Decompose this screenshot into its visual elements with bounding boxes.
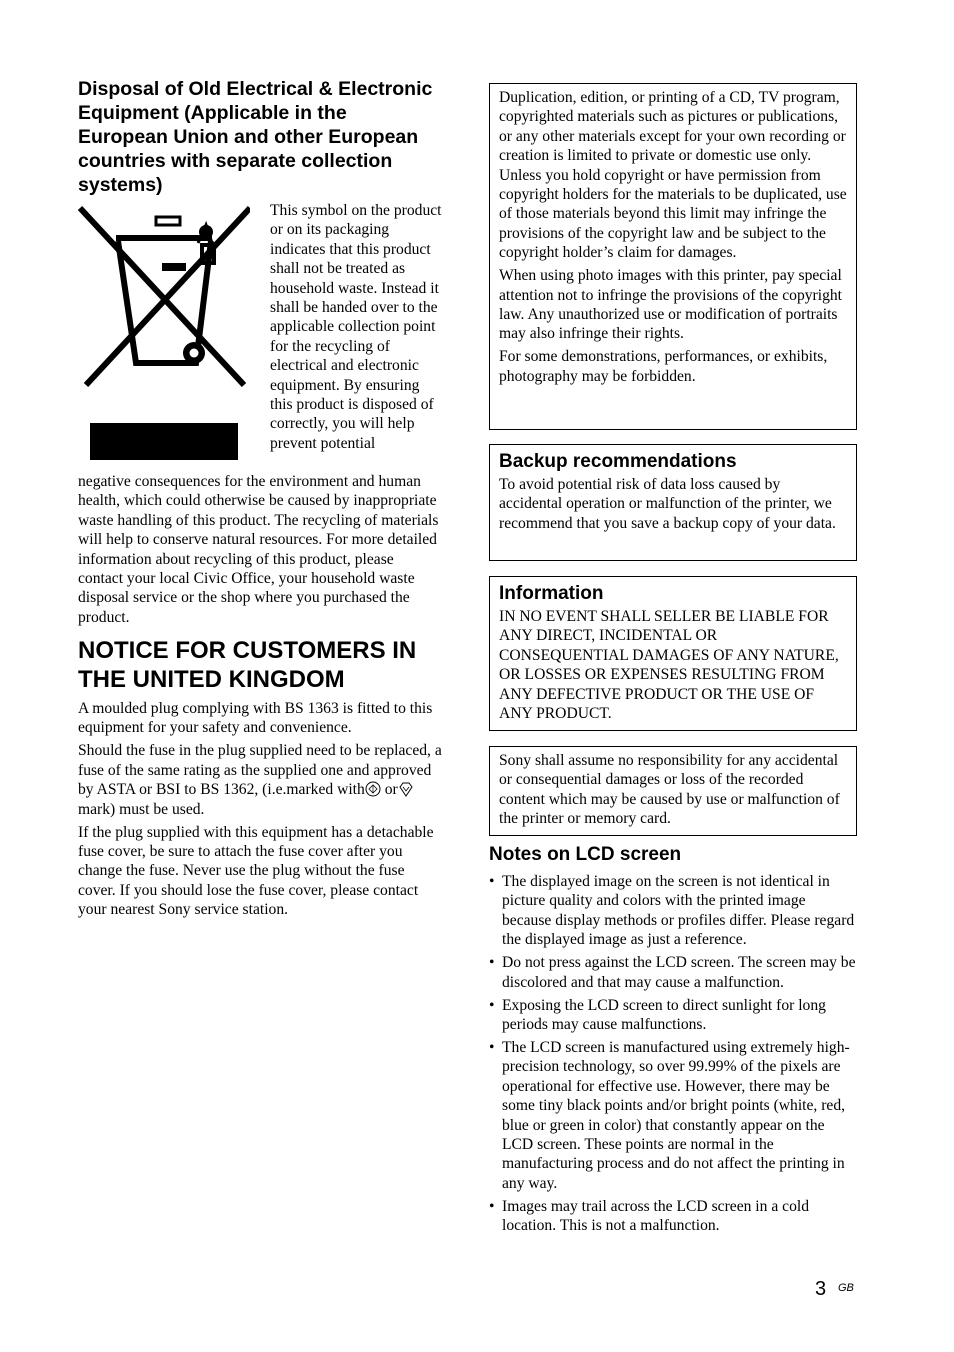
information-heading: Information (499, 583, 604, 604)
copyright-notice-box (489, 83, 857, 430)
weee-wrap-text: negative consequences for the environment and human health, which could otherwise be caused by inappropriate waste handling of this product. The recycling of materials will help to conserve natural resources. For more detailed information about recycling of this product, please contact your local Civic Office, your household waste disposal service or the shop where you purchased the product. (78, 473, 439, 626)
uk-p2-text-b: or (380, 781, 398, 799)
uk-notice-body (78, 699, 442, 923)
backup-text: To avoid potential risk of data loss caused by accidental operation or malfunction of the printer, we recommend that you save a backup copy of your data. (499, 476, 836, 532)
information-box (489, 576, 857, 731)
list-item: • Exposing the LCD screen to direct sunlight for long periods may cause malfunctions. (489, 996, 857, 1035)
list-item: • The LCD screen is manufactured using extremely high-precision technology, so over 99.99% of the pixels are operational for effective use. However, there may be some tiny black points and/or bright points (white, red, blue or green in color) that constantly appear on the LCD screen. These points are normal in the manufacturing process and do not affect the printing in any way. (489, 1038, 857, 1193)
lcd-notes-list (489, 872, 857, 1239)
bsi-kitemark-icon (398, 781, 414, 797)
asta-mark-icon (365, 781, 381, 797)
copyright-paragraph-2: When using photo images with this printer, pay special attention not to infringe the provisions of the copyright law. Any unauthorized use or modification of portraits may also infringe their rights. (499, 267, 843, 343)
information-text: IN NO EVENT SHALL SELLER BE LIABLE FOR ANY DIRECT, INCIDENTAL OR CONSEQUENTIAL DAMAGES OF ANY NATURE, OR LOSSES OR EXPENSES RESULTING FROM ANY DEFECTIVE PRODUCT OR THE USE OF ANY PRODUCT. (499, 608, 839, 723)
uk-paragraph-3: If the plug supplied with this equipment has a detachable fuse cover, be sure to attach the fuse cover after you change the fuse. Never use the plug without the fuse cover. If you should lose the fuse cover, please contact your nearest Sony service station. (78, 823, 434, 919)
weee-heading: Disposal of Old Electrical & Electronic Equipment (Applicable in the European Union and other European countries with separate collection systems) (78, 78, 433, 196)
uk-paragraph-2 (78, 741, 442, 819)
uk-notice-heading: NOTICE FOR CUSTOMERS IN THE UNITED KINGDOM (78, 637, 417, 693)
uk-p2-text-c: mark) must be used. (78, 800, 205, 818)
copyright-paragraph-1: Duplication, edition, or printing of a CD, TV program, copyrighted materials such as pictures or publications, or any other materials except for your own recording or creation is limited to private or domestic use only. Unless you hold copyright or have permission from copyright holders for the materials to be duplicated, use of those materials beyond this limit may infringe the provisions of the copyright law and be subject to the copyright holder’s claim for damages. (499, 89, 847, 262)
sony-notice-text: Sony shall assume no responsibility for any accidental or consequential damages or loss of the recorded content which may be caused by use or malfunction of the printer or memory card. (499, 752, 840, 828)
lcd-heading: Notes on LCD screen (489, 844, 682, 865)
backup-box (489, 444, 857, 561)
page-language-suffix: GB (838, 1282, 854, 1294)
weee-side-text: This symbol on the product or on its packaging indicates that this product shall not be treated as household waste. Instead it shall be handed over to the applicable collection point for the recycling of electrical and electronic equipment. By ensuring this product is disposed of correctly, you will help prevent potential (270, 202, 442, 452)
copyright-paragraph-3: For some demonstrations, performances, or exhibits, photography may be forbidden. (499, 348, 828, 385)
list-item: • Do not press against the LCD screen. The screen may be discolored and that may cause a malfunction. (489, 953, 857, 992)
uk-p2-text-a: Should the fuse in the plug supplied need to be replaced, a fuse of the same rating as the supplied one and approved by ASTA or BSI to BS 1362, (i.e.marked with (78, 742, 442, 799)
uk-paragraph-1: A moulded plug complying with BS 1363 is fitted to this equipment for your safety and convenience. (78, 700, 433, 737)
weee-black-bar (90, 423, 238, 460)
backup-heading: Backup recommendations (499, 451, 737, 472)
page-number: 3 (815, 1278, 827, 1300)
sony-notice-box (489, 746, 857, 836)
list-item: • The displayed image on the screen is not identical in picture quality and colors with the printed image because display methods or profiles differ. Please regard the displayed image as just a reference. (489, 872, 857, 950)
crossed-out-wheelie-bin-icon (78, 205, 250, 387)
list-item: • Images may trail across the LCD screen in a cold location. This is not a malfunction. (489, 1197, 857, 1236)
